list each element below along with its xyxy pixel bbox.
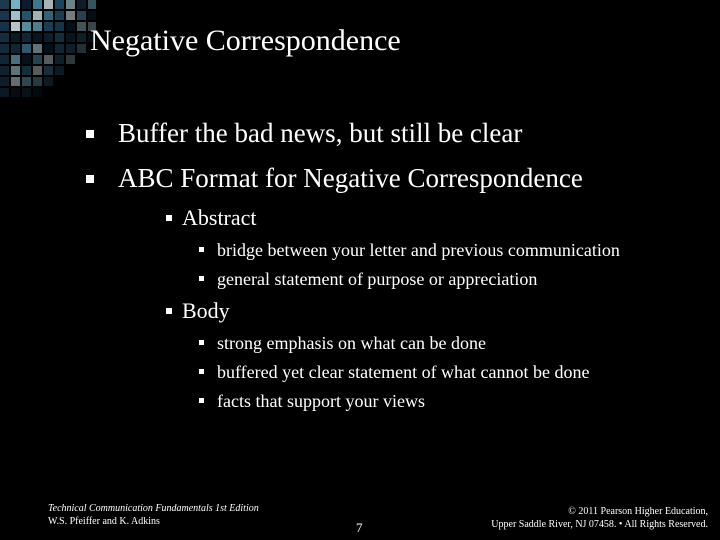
decorative-square: [55, 33, 64, 42]
bullet-level1: [86, 118, 522, 149]
decorative-square: [0, 88, 9, 97]
bullet-text: buffered yet clear statement of what cannot be done: [217, 362, 590, 382]
decorative-square: [88, 11, 96, 20]
footer-authors: W.S. Pfeiffer and K. Adkins: [48, 516, 160, 527]
footer-copyright: [491, 505, 708, 531]
decorative-square: [77, 44, 86, 53]
decorative-square: [66, 0, 75, 9]
decorative-square: [22, 88, 31, 97]
decorative-square: [55, 44, 64, 53]
page-number: 7: [356, 520, 363, 535]
decorative-square: [55, 0, 64, 9]
decorative-square: [33, 22, 42, 31]
decorative-square: [33, 66, 42, 75]
decorative-square: [55, 55, 64, 64]
bullet-level2: [166, 298, 230, 324]
decorative-square: [77, 22, 86, 31]
decorative-square: [0, 55, 9, 64]
decorative-square: [77, 11, 86, 20]
decorative-square: [33, 11, 42, 20]
square-bullet-icon: [166, 215, 172, 221]
bullet-level1: [86, 163, 583, 194]
square-bullet-icon: [199, 340, 204, 345]
decorative-square: [0, 0, 9, 9]
footer-book-title: Technical Communication Fundamentals 1st Edition: [48, 503, 259, 514]
bullet-level2: [166, 205, 257, 231]
decorative-square: [11, 11, 20, 20]
decorative-square: [33, 55, 42, 64]
bullet-level3: [199, 391, 425, 412]
decorative-square: [11, 22, 20, 31]
decorative-square: [22, 0, 31, 9]
slide-title: Negative Correspondence: [90, 24, 401, 57]
square-bullet-icon: [199, 276, 204, 281]
bullet-text: general statement of purpose or appreciation: [217, 269, 538, 289]
decorative-square: [22, 66, 31, 75]
decorative-square: [0, 77, 9, 86]
decorative-square: [11, 55, 20, 64]
decorative-square: [66, 22, 75, 31]
decorative-square: [55, 11, 64, 20]
decorative-square: [44, 55, 53, 64]
decorative-square: [22, 77, 31, 86]
bullet-text: bridge between your letter and previous communication: [217, 240, 620, 260]
bullet-level3: [199, 269, 537, 290]
decorative-square: [55, 66, 64, 75]
decorative-square: [33, 44, 42, 53]
decorative-square: [88, 0, 96, 9]
decorative-square: [11, 88, 20, 97]
decorative-square: [11, 66, 20, 75]
decorative-square: [11, 77, 20, 86]
decorative-square: [0, 33, 9, 42]
decorative-square: [66, 55, 75, 64]
decorative-square: [55, 22, 64, 31]
decorative-square: [77, 0, 86, 9]
decorative-square: [44, 44, 53, 53]
decorative-square: [33, 33, 42, 42]
square-bullet-icon: [199, 247, 204, 252]
decorative-square-grid: [0, 0, 96, 100]
decorative-square: [66, 11, 75, 20]
bullet-text: Body: [182, 298, 230, 323]
decorative-square: [66, 44, 75, 53]
decorative-square: [22, 55, 31, 64]
bullet-level3: [199, 333, 486, 354]
bullet-level3: [199, 362, 590, 383]
bullet-text: strong emphasis on what can be done: [217, 333, 486, 353]
decorative-square: [44, 0, 53, 9]
decorative-square: [44, 22, 53, 31]
decorative-square: [11, 44, 20, 53]
decorative-square: [66, 33, 75, 42]
decorative-square: [0, 44, 9, 53]
square-bullet-icon: [86, 175, 94, 183]
footer-book-info: [48, 502, 259, 528]
bullet-text: Abstract: [182, 205, 257, 230]
bullet-text: facts that support your views: [217, 391, 425, 411]
decorative-square: [0, 22, 9, 31]
bullet-text: ABC Format for Negative Correspondence: [118, 163, 583, 193]
square-bullet-icon: [86, 130, 94, 138]
decorative-square: [44, 66, 53, 75]
decorative-square: [0, 11, 9, 20]
copyright-line-2: Upper Saddle River, NJ 07458. • All Rights Reserved.: [491, 519, 708, 530]
decorative-square: [44, 33, 53, 42]
decorative-square: [22, 22, 31, 31]
decorative-square: [0, 66, 9, 75]
square-bullet-icon: [199, 398, 204, 403]
decorative-square: [77, 33, 86, 42]
decorative-square: [22, 11, 31, 20]
square-bullet-icon: [166, 308, 172, 314]
square-bullet-icon: [199, 369, 204, 374]
copyright-line-1: © 2011 Pearson Higher Education,: [568, 506, 708, 517]
decorative-square: [11, 33, 20, 42]
decorative-square: [11, 0, 20, 9]
decorative-square: [33, 0, 42, 9]
bullet-text: Buffer the bad news, but still be clear: [118, 118, 523, 148]
decorative-square: [22, 33, 31, 42]
decorative-square: [22, 44, 31, 53]
decorative-square: [44, 11, 53, 20]
bullet-level3: [199, 240, 620, 261]
decorative-square: [33, 88, 42, 97]
decorative-square: [44, 77, 53, 86]
decorative-square: [33, 77, 42, 86]
